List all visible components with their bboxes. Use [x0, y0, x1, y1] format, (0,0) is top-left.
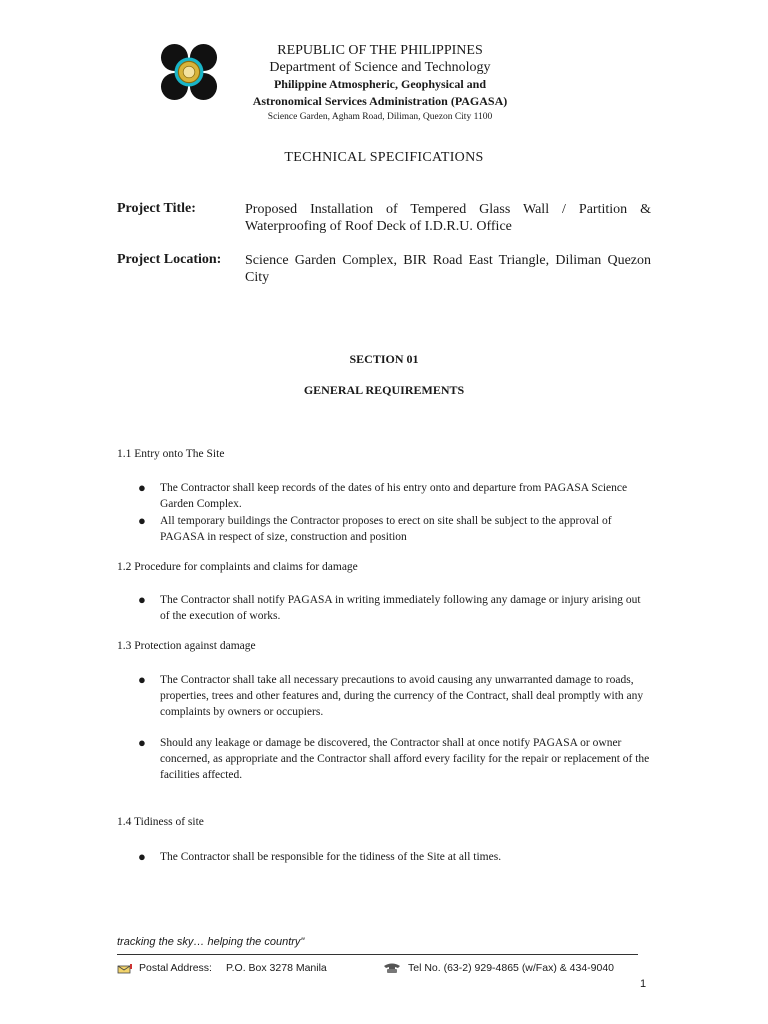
page-number: 1: [640, 978, 647, 990]
project-location-label: Project Location:: [117, 252, 222, 267]
telephone-text: Tel No. (63-2) 929-4865 (w/Fax) & 434-9040: [408, 962, 615, 974]
bullet-text: The Contractor shall be responsible for the tidiness of the Site at all times.: [160, 851, 502, 863]
bullet-text: The Contractor shall keep records of the dates of his entry onto and departure from PAGASA Science Garden Complex.: [160, 482, 628, 510]
item-heading: 1.4 Tidiness of site: [117, 816, 204, 828]
bullet-text: The Contractor shall notify PAGASA in writing immediately following any damage or injury arising out of the execution of works.: [160, 594, 641, 622]
bullet-icon: ●: [138, 592, 146, 607]
footer-telephone: [382, 962, 614, 974]
bullet-icon: ●: [138, 513, 146, 528]
letterhead: [230, 42, 530, 124]
postal-value: P.O. Box 3278 Manila: [225, 962, 327, 974]
bullet-text: The Contractor shall take all necessary precautions to avoid causing any unwarranted damage to roads, properties, trees and other features and, during the currency of the Contract, shall deal promptly with any complaints by owners or occupiers.: [160, 674, 644, 718]
bullet-text: All temporary buildings the Contractor proposes to erect on site shall be subject to the approval of PAGASA in respect of size, construction and position: [160, 515, 612, 543]
item-heading: 1.1 Entry onto The Site: [117, 448, 225, 460]
project-title-value: Proposed Installation of Tempered Glass Wall / Partition & Waterproofing of Roof Deck of I.D.R.U. Office: [245, 202, 651, 234]
letterhead-department: Department of Science and Technology: [269, 60, 491, 75]
project-title-label: Project Title:: [117, 201, 196, 216]
telephone-icon: [382, 962, 402, 974]
letterhead-republic: REPUBLIC OF THE PHILIPPINES: [277, 43, 483, 58]
bullet-icon: ●: [138, 735, 146, 750]
bullet-icon: ●: [138, 480, 146, 495]
postal-label: Postal Address:: [139, 962, 212, 974]
document-title: TECHNICAL SPECIFICATIONS: [284, 150, 484, 165]
project-location-value: Science Garden Complex, BIR Road East Triangle, Diliman Quezon City: [245, 253, 651, 285]
letterhead-agency-line2: Astronomical Services Administration (PAGASA): [252, 94, 508, 108]
mailbox-icon: [117, 963, 133, 974]
footer-postal: [117, 962, 327, 974]
item-heading: 1.2 Procedure for complaints and claims for damage: [117, 561, 358, 573]
footer-divider: [117, 954, 638, 955]
section-number: SECTION 01: [349, 352, 419, 366]
pagasa-logo-icon: [160, 43, 218, 101]
footer-tagline: tracking the sky… helping the country": [117, 936, 305, 948]
bullet-text: Should any leakage or damage be discovered, the Contractor shall at once notify PAGASA or owner concerned, as appropriate and the Contractor shall afford every facility for the repair or replacement of the facilities affected.: [160, 737, 650, 781]
letterhead-address: Science Garden, Agham Road, Diliman, Quezon City 1100: [267, 112, 493, 122]
section-name: GENERAL REQUIREMENTS: [303, 383, 465, 397]
item-heading: 1.3 Protection against damage: [117, 640, 256, 652]
bullet-icon: ●: [138, 849, 146, 864]
bullet-icon: ●: [138, 672, 146, 687]
letterhead-agency-line1: Philippine Atmospheric, Geophysical and: [273, 77, 487, 91]
